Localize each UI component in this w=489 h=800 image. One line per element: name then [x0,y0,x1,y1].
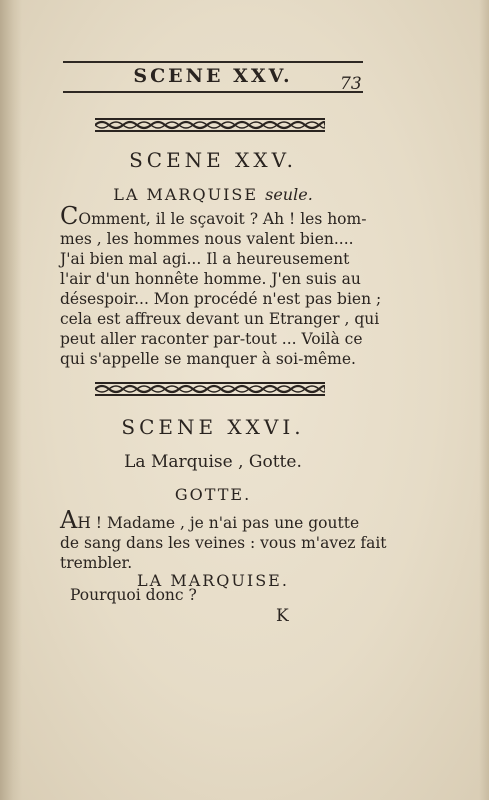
running-title: SCENE XXV. [133,65,293,87]
text-line: peut aller raconter par-tout ... Voilà ce [60,330,363,348]
page-number: 73 [340,74,362,94]
speaker-name: LA MARQUISE [113,185,259,204]
text-line: l'air d'un honnête homme. J'en suis au [60,270,361,288]
stage-direction: seule. [265,185,313,204]
text-line: AH ! Madame , je n'ai pas une goutte [60,506,360,534]
text-line: désespoir... Mon procédé n'est pas bien ; [60,290,382,308]
text-line: qui s'appelle se manquer à soi-même. [60,350,356,368]
header-rule-top [63,61,363,63]
text-line: mes , les hommes nous valent bien.... [60,230,354,248]
ornament-band-middle [95,381,325,397]
scene-26-title: SCENE XXVI. [121,415,305,439]
ornament-band-top [95,117,325,133]
drop-cap: C [60,202,79,230]
scene-26-speaker-marquise: LA MARQUISE. [137,571,289,590]
scene-26-text [60,506,387,573]
scene-25-text [60,202,382,369]
scene-26-speaker-gotte: GOTTE. [174,485,252,504]
scene-25-title: SCENE XXV. [129,148,297,172]
binding-gutter [0,0,22,800]
text-line: J'ai bien mal agi... Il a heureusement [60,250,350,268]
drop-cap: A [60,506,78,534]
scene-26-characters: La Marquise , Gotte. [124,452,302,472]
scene-25-speaker [63,185,363,204]
page-edge [479,0,489,800]
signature-mark: K [276,606,289,626]
scene-26-reply: Pourquoi donc ? [70,586,197,604]
text-line: de sang dans les veines : vous m'avez fait [60,534,387,552]
text-line: cela est affreux devant un Etranger , qui [60,310,380,328]
header-rule-bottom [63,91,363,93]
text-line: trembler. [60,554,133,572]
text-line: COmment, il le sçavoit ? Ah ! les hom- [60,202,367,230]
